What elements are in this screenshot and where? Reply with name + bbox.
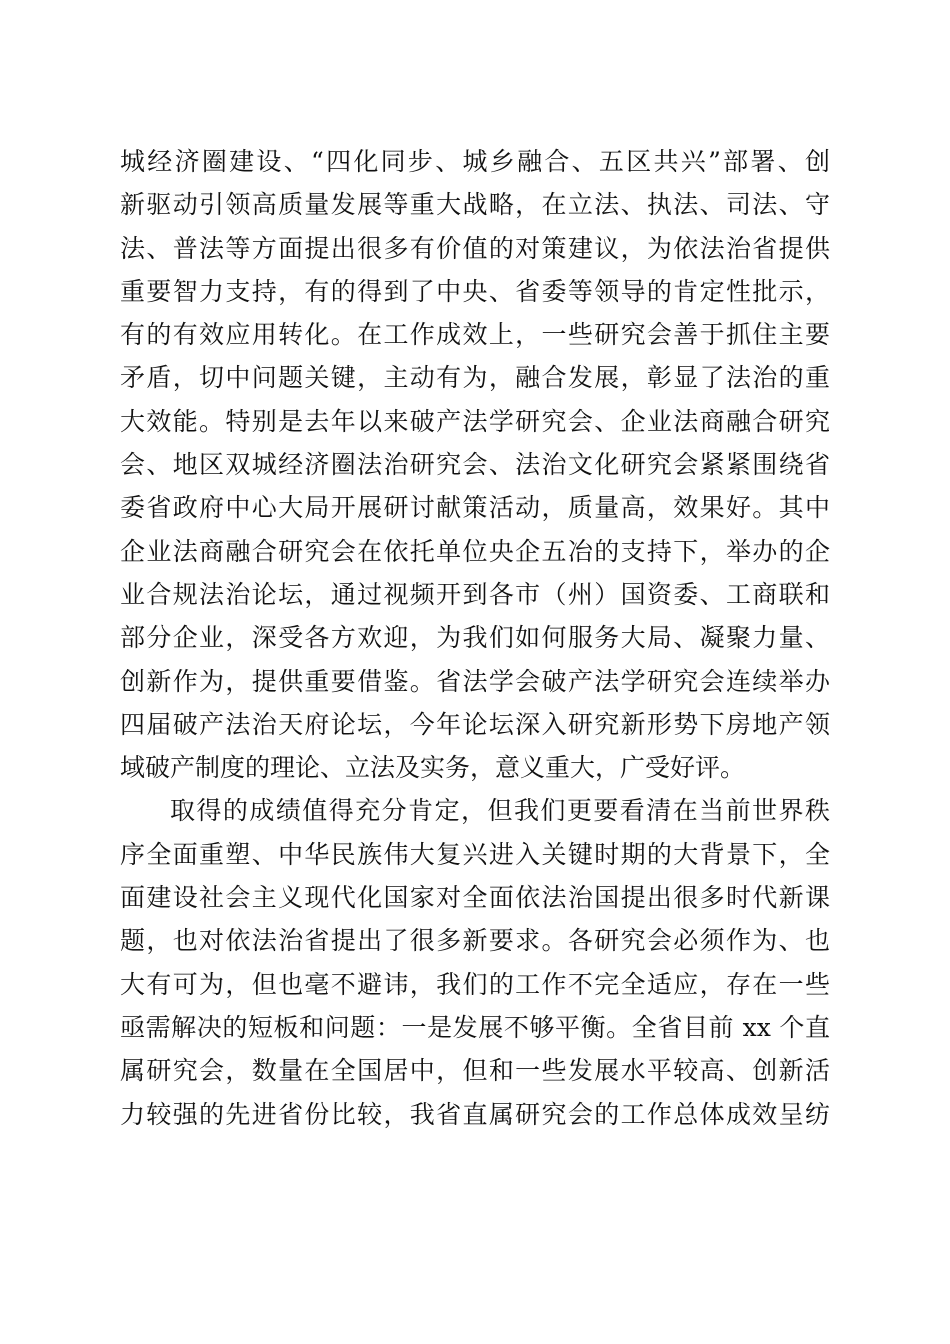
paragraph-1 [120, 140, 830, 789]
text-line: 取得的成绩值得充分肯定，但我们更要看清在当前世界秩 [170, 796, 830, 826]
text-line: 属研究会，数量在全国居中，但和一些发展水平较高、创新活 [120, 1056, 830, 1086]
text-line: 大效能。特别是去年以来破产法学研究会、企业法商融合研究 [120, 406, 830, 436]
text-line: 法、普法等方面提出很多有价值的对策建议，为依法治省提供 [120, 233, 830, 263]
text-line: 矛盾，切中问题关键，主动有为，融合发展，彰显了法治的重 [120, 363, 830, 393]
text-line: 重要智力支持，有的得到了中央、省委等领导的肯定性批示， [120, 276, 830, 306]
text-line: 域破产制度的理论、立法及实务，意义重大，广受好评。 [120, 753, 746, 783]
text-line: 部分企业，深受各方欢迎，为我们如何服务大局、凝聚力量、 [120, 623, 830, 653]
text-line: 业合规法治论坛，通过视频开到各市（州）国资委、工商联和 [120, 579, 830, 609]
text-line: 题，也对依法治省提出了很多新要求。各研究会必须作为、也 [120, 926, 830, 956]
text-line: 大有可为，但也毫不避讳，我们的工作不完全适应，存在一些 [120, 969, 830, 999]
paragraph-2 [120, 789, 830, 1135]
text-line: 城经济圈建设、“四化同步、城乡融合、五区共兴”部署、创 [120, 147, 830, 176]
text-line: 四届破产法治天府论坛，今年论坛深入研究新形势下房地产领 [120, 709, 830, 739]
document-body [120, 140, 830, 1136]
text-line: 面建设社会主义现代化国家对全面依法治国提出很多时代新课 [120, 883, 830, 913]
text-line: 新驱动引领高质量发展等重大战略，在立法、执法、司法、守 [120, 190, 830, 220]
text-line: 亟需解决的短板和问题：一是发展不够平衡。全省目前 xx 个直 [120, 1012, 830, 1042]
text-line: 会、地区双城经济圈法治研究会、法治文化研究会紧紧围绕省 [120, 450, 830, 480]
text-line: 企业法商融合研究会在依托单位央企五冶的支持下，举办的企 [120, 536, 830, 566]
text-line: 委省政府中心大局开展研讨献策活动，质量高，效果好。其中 [120, 493, 830, 523]
text-line: 力较强的先进省份比较，我省直属研究会的工作总体成效呈纺 [120, 1099, 830, 1129]
text-line: 创新作为，提供重要借鉴。省法学会破产法学研究会连续举办 [120, 666, 830, 696]
text-line: 序全面重塑、中华民族伟大复兴进入关键时期的大背景下，全 [120, 839, 830, 869]
text-line: 有的有效应用转化。在工作成效上，一些研究会善于抓住主要 [120, 320, 830, 350]
